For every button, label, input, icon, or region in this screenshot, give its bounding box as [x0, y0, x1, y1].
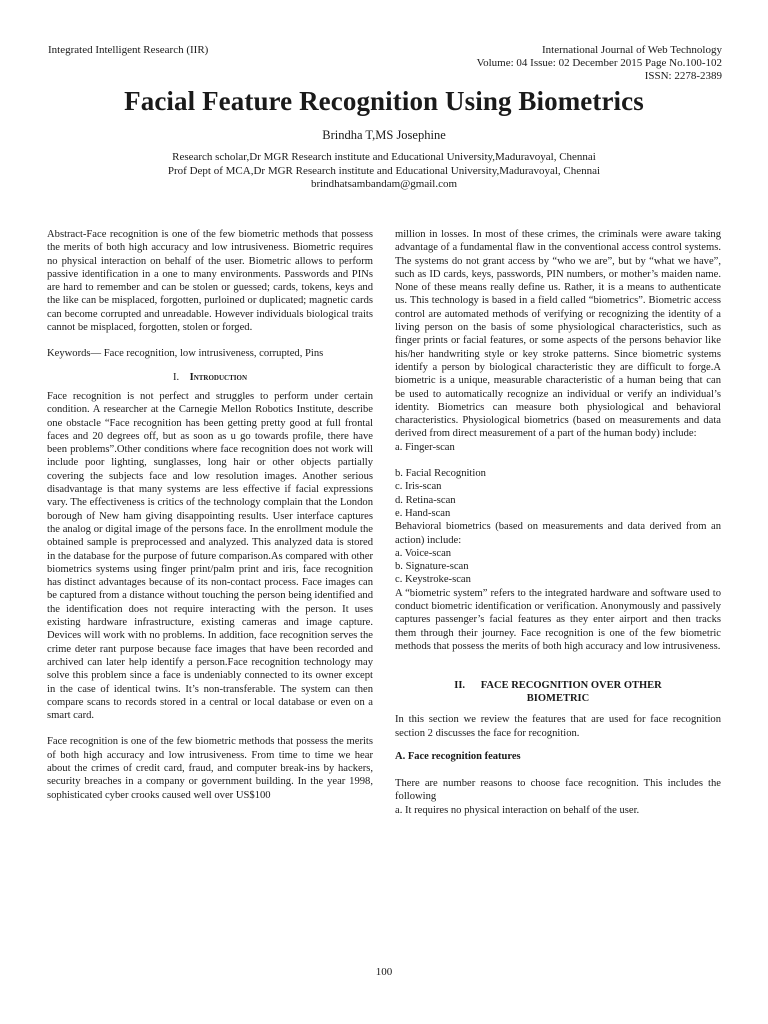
list-item: d. Retina-scan: [395, 494, 456, 506]
journal-volume: Volume: 04 Issue: 02 December 2015 Page No.100-102: [476, 57, 722, 69]
right-column: [395, 228, 721, 817]
list-item: b. Signature-scan: [395, 561, 469, 573]
subsection-a-heading: A. Face recognition features: [395, 750, 521, 762]
section-2-heading: [395, 679, 721, 705]
author-email: brindhatsambandam@gmail.com: [310, 178, 458, 190]
journal-name: International Journal of Web Technology: [541, 44, 722, 56]
section-1-title: Introduction: [189, 371, 247, 383]
behavioral-intro: Behavioral biometrics (based on measurements and data derived from an action) include:: [395, 521, 721, 546]
paper-title: Facial Feature Recognition Using Biometrics: [124, 86, 644, 116]
page-number: 100: [375, 966, 393, 978]
right-paragraph-1: million in losses. In most of these crimes, the criminals were aware taking advantage of a fundamental flaw in the conventional access control systems. The systems do not grant access by “who we are”, but by “what we have”, such as ID cards, keys, passwords, PIN numbers, or mother’s maiden name. None of these means really define us. Rather, it is a means to authenticate us. This technology is based in a field called “biometrics”. Biometric access control are automated methods of verifying or recognizing the identity of a living person on the basis of some physiological characteristics, such as finger prints or facial features, or some aspects of the persons behavior like his/her handwriting style or key stroke patterns. Since biometric systems identify a person by biological characteristic they are difficult to forge.A biometric is a unique, measurable characteristic of a human being that can be used to automatically recognize an individual or verify an individual’s identity. Biometrics can measure both physiological and behavioral characteristics. Physiological biometrics (based on measurements and data derived from direct measurement of a part of the human body) include:: [395, 229, 721, 440]
header-left: Integrated Intelligent Research (IIR): [48, 44, 209, 56]
abstract: Abstract-Face recognition is one of the few biometric methods that possess the merits of both high accuracy and low intrusiveness. Biometric requires no physical interaction on behalf of the user. Biometric allows to perform passive identification in a one to many environments. Passwords and PINs are hard to remember and can be stolen or guessed; cards, tokens, keys and the like can be misplaced, forgotten, purloined or duplicated; magnetic cards can become corrupted and unreadable. However individuals biological traits cannot be misplaced, forgotten, stolen or forged.: [47, 229, 373, 334]
intro-paragraph-1: Face recognition is not perfect and struggles to perform under certain condition. A researcher at the Carnegie Mellon Robotics Institute, describe one obstacle “Face recognition has been getting pretty good at full frontal faces and 20 degrees off, but as soon as u go towards profile, there have been problems”.Other conditions where face recognition does not work will include poor lighting, sunglasses, long hair or other objects partially covering the subjects face and low resolution images. Another serious disadvantage is that many systems are less effective if facial expressions vary. The effectiveness is critics of the technology complain that the London borough of New ham giving disappointing results. User interface captures the analog or digital image of the persons face. In the enrollment module the obtained sample is preprocessed and analyzed. This analyzed data is stored in the database for the purpose of future comparison.As compared with other biometrics systems using finger print/palm print and iris, face recognition has distinct advantages because of its non-contact process. Face images can be captured from a distance without touching the person being identified and the identification does not require interacting with the person. It uses existing hardware infrastructure, existing cameras and image capture. Devices will work with no problems. In addition, face recognition serves the crime deter rant purpose because face images that have been recorded and archived can later help identify a person.Face recognition technology may solve this problem since a face is undeniably connected to its owner except in the case of identical twins. It’s non-transferable. The system can then compare scans to records stored in a central or local database or even on a smart card.: [47, 390, 373, 722]
list-item: a. Voice-scan: [395, 547, 452, 559]
intro-paragraph-2: Face recognition is one of the few biometric methods that possess the merits of both high accuracy and low intrusiveness. From time to time we hear about the crimes of credit card, fraud, and computer break-ins by hackers, security breaches in a company or government building. In the year 1998, sophisticated cyber crooks caused well over US$100: [47, 736, 373, 801]
header-right: [477, 44, 722, 83]
keywords: Keywords— Face recognition, low intrusiveness, corrupted, Pins: [47, 348, 324, 360]
list-item: c. Keystroke-scan: [395, 574, 471, 586]
list-item: a. It requires no physical interaction on behalf of the user.: [395, 804, 640, 816]
section-1-heading: [47, 371, 373, 384]
left-column: [47, 228, 373, 802]
journal-issn: ISSN: 2278-2389: [644, 70, 722, 82]
section-1-number: I.: [173, 371, 180, 383]
section-2-paragraph: In this section we review the features that are used for face recognition section 2 discusses the face for recognition.: [395, 714, 721, 739]
affiliation-2: Prof Dept of MCA,Dr MGR Research institute and Educational University,Maduravoyal, Chennai: [167, 164, 601, 177]
list-item: b. Facial Recognition: [395, 468, 486, 480]
list-item: c. Iris-scan: [395, 481, 442, 493]
list-item: a. Finger-scan: [395, 441, 455, 453]
list-item: e. Hand-scan: [395, 507, 451, 519]
section-2-title-line2: BIOMETRIC: [526, 693, 590, 705]
subsection-a-paragraph: There are number reasons to choose face recognition. This includes the following: [395, 778, 721, 803]
section-2-number: II.: [454, 680, 466, 692]
right-paragraph-2: A “biometric system” refers to the integrated hardware and software used to conduct biometric identification or verification. Anonymously and passively captures passenger’s facial features as they enter airport and then tracks them through their journey. Face recognition is one of the few biometric methods that possess the merits of both high accuracy and low intrusiveness.: [395, 587, 721, 652]
section-2-title-line1: FACE RECOGNITION OVER OTHER: [480, 680, 662, 692]
authors: Brindha T,MS Josephine: [322, 128, 446, 142]
affiliations: [0, 151, 768, 192]
affiliation-1: Research scholar,Dr MGR Research institute and Educational University,Maduravoyal, Chennai: [172, 151, 596, 163]
